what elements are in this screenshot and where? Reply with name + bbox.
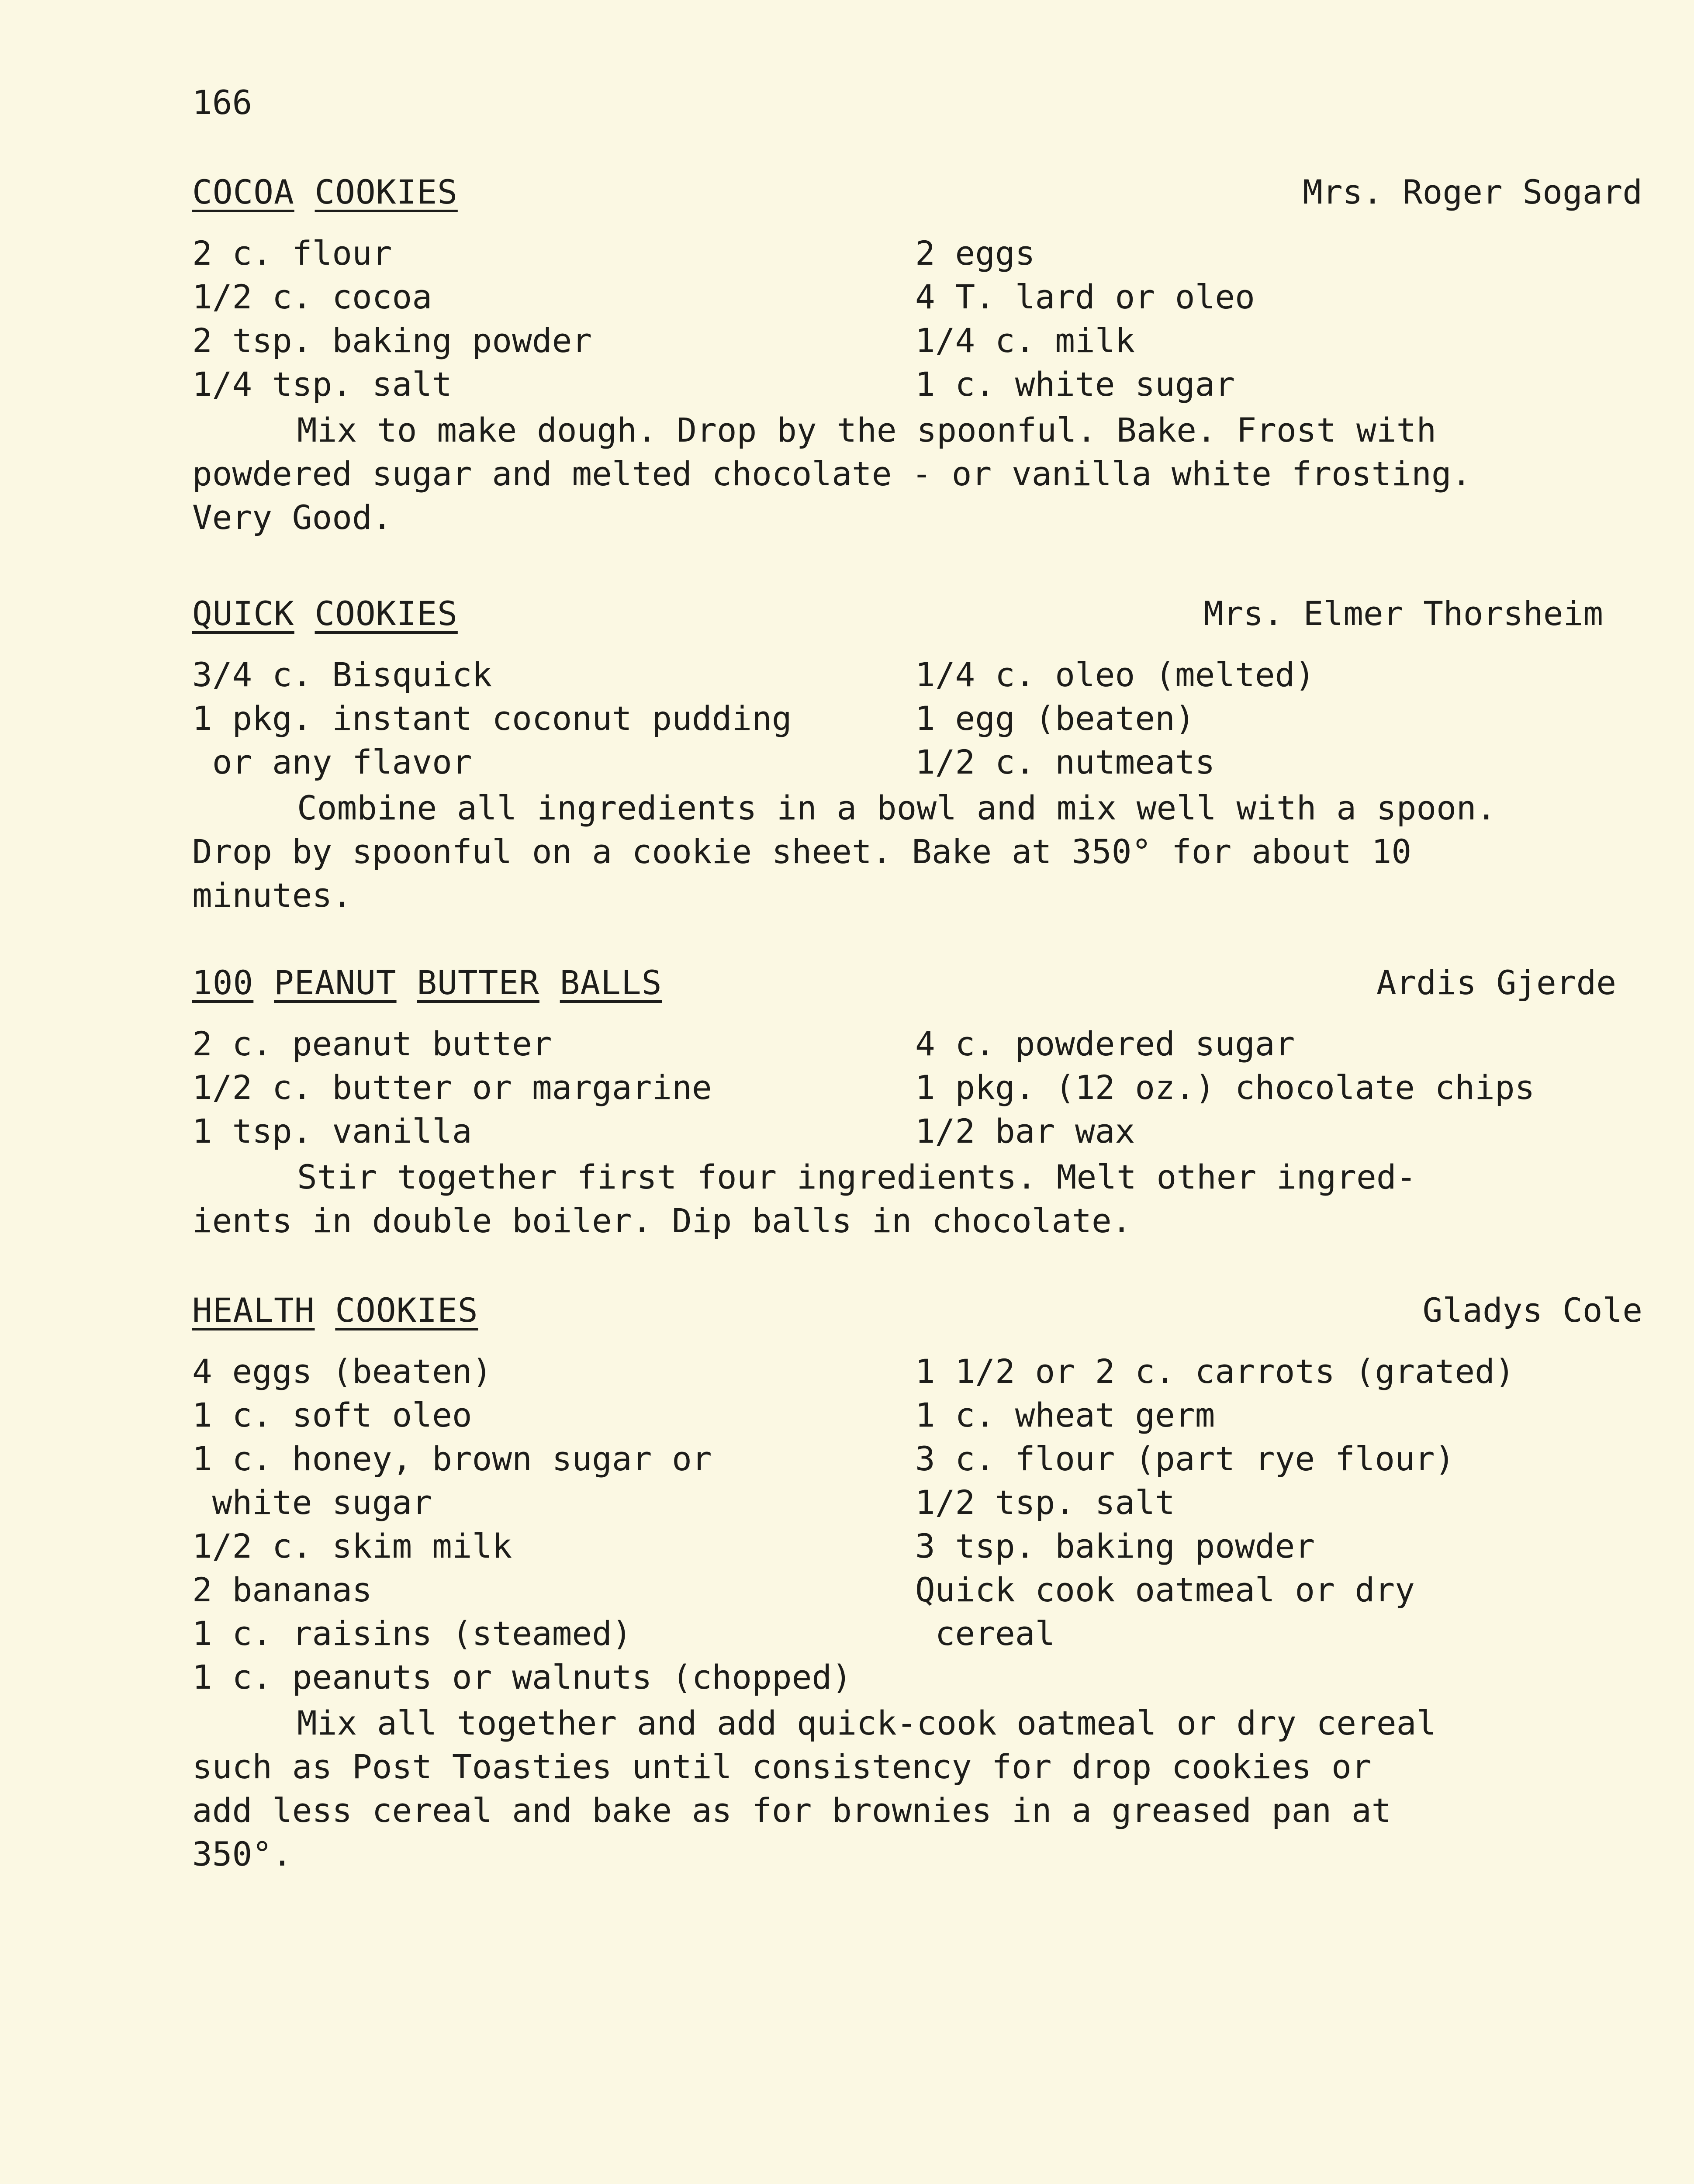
recipe-title: QUICK COOKIES <box>192 594 458 633</box>
ingredient: 1 c. raisins (steamed) <box>192 1614 632 1653</box>
ingredient: 1/4 tsp. salt <box>192 365 452 404</box>
recipe-author: Gladys Cole <box>1422 1291 1642 1330</box>
ingredient: 2 tsp. baking powder <box>192 321 592 360</box>
ingredient: Quick cook oatmeal or dry <box>915 1570 1415 1609</box>
ingredient: 1/2 c. nutmeats <box>915 743 1215 781</box>
recipe-peanut-butter-balls <box>192 963 1642 1243</box>
recipe-author: Ardis Gjerde <box>1376 963 1616 1002</box>
ingredient: 1/2 c. butter or margarine <box>192 1068 712 1107</box>
ingredient: 2 bananas <box>192 1570 372 1609</box>
recipe-health-cookies <box>192 1291 1642 1876</box>
recipe-author: Mrs. Roger Sogard <box>1303 173 1642 211</box>
ingredient: 1 egg (beaten) <box>915 699 1195 738</box>
recipe-author: Mrs. Elmer Thorsheim <box>1203 594 1603 633</box>
recipe-quick-cookies <box>192 594 1642 917</box>
ingredient: 4 T. lard or oleo <box>915 277 1255 316</box>
recipe-title: 100 PEANUT BUTTER BALLS <box>192 963 662 1002</box>
ingredient: 3 tsp. baking powder <box>915 1527 1315 1565</box>
ingredient-list <box>192 234 1642 408</box>
ingredient: 1 c. white sugar <box>915 365 1235 404</box>
ingredient: 4 c. powdered sugar <box>915 1024 1295 1063</box>
ingredient: 1 c. honey, brown sugar or <box>192 1439 712 1478</box>
ingredient: 1/4 c. oleo (melted) <box>915 655 1315 694</box>
instructions: Mix all together and add quick-cook oatmeal or dry cereal such as Post Toasties until consistency for drop cookies or add less cereal and bake as for brownies in a greased pan at 350°. <box>192 1704 1437 1873</box>
ingredient: 1/2 tsp. salt <box>915 1483 1175 1522</box>
ingredient: 1 pkg. instant coconut pudding <box>192 699 792 738</box>
recipe-title: COCOA COOKIES <box>192 173 458 211</box>
instructions: Stir together first four ingredients. Melt other ingred- ients in double boiler. Dip balls in chocolate. <box>192 1158 1417 1240</box>
ingredient-list <box>192 1024 1642 1155</box>
ingredient: 1 c. peanuts or walnuts (chopped) <box>192 1658 852 1697</box>
ingredient: 1 1/2 or 2 c. carrots (grated) <box>915 1352 1515 1391</box>
ingredient: 1 c. soft oleo <box>192 1396 472 1434</box>
ingredient: 1 c. wheat germ <box>915 1396 1215 1434</box>
instructions: Mix to make dough. Drop by the spoonful. Bake. Frost with powdered sugar and melted chocolate - or vanilla white frosting. Very Good. <box>192 411 1472 537</box>
ingredient: 2 c. peanut butter <box>192 1024 552 1063</box>
ingredient: 3/4 c. Bisquick <box>192 655 492 694</box>
ingredient: 3 c. flour (part rye flour) <box>915 1439 1455 1478</box>
ingredient-list <box>192 1352 1642 1701</box>
ingredient: cereal <box>915 1614 1055 1653</box>
ingredient: white sugar <box>192 1483 432 1522</box>
recipe-title: HEALTH COOKIES <box>192 1291 478 1330</box>
ingredient: or any flavor <box>192 743 472 781</box>
ingredient: 1 pkg. (12 oz.) chocolate chips <box>915 1068 1535 1107</box>
ingredient: 1/2 c. cocoa <box>192 277 432 316</box>
ingredient: 1/4 c. milk <box>915 321 1135 360</box>
ingredient-list <box>192 655 1642 786</box>
ingredient: 1 tsp. vanilla <box>192 1112 472 1151</box>
ingredient: 1/2 c. skim milk <box>192 1527 512 1565</box>
ingredient: 2 c. flour <box>192 234 392 273</box>
instructions: Combine all ingredients in a bowl and mix well with a spoon. Drop by spoonful on a cookie sheet. Bake at 350° for about 10 minutes. <box>192 788 1497 915</box>
ingredient: 1/2 bar wax <box>915 1112 1135 1151</box>
ingredient: 4 eggs (beaten) <box>192 1352 492 1391</box>
page-number: 166 <box>192 83 252 122</box>
recipe-cocoa-cookies <box>192 173 1642 539</box>
ingredient: 2 eggs <box>915 234 1035 273</box>
